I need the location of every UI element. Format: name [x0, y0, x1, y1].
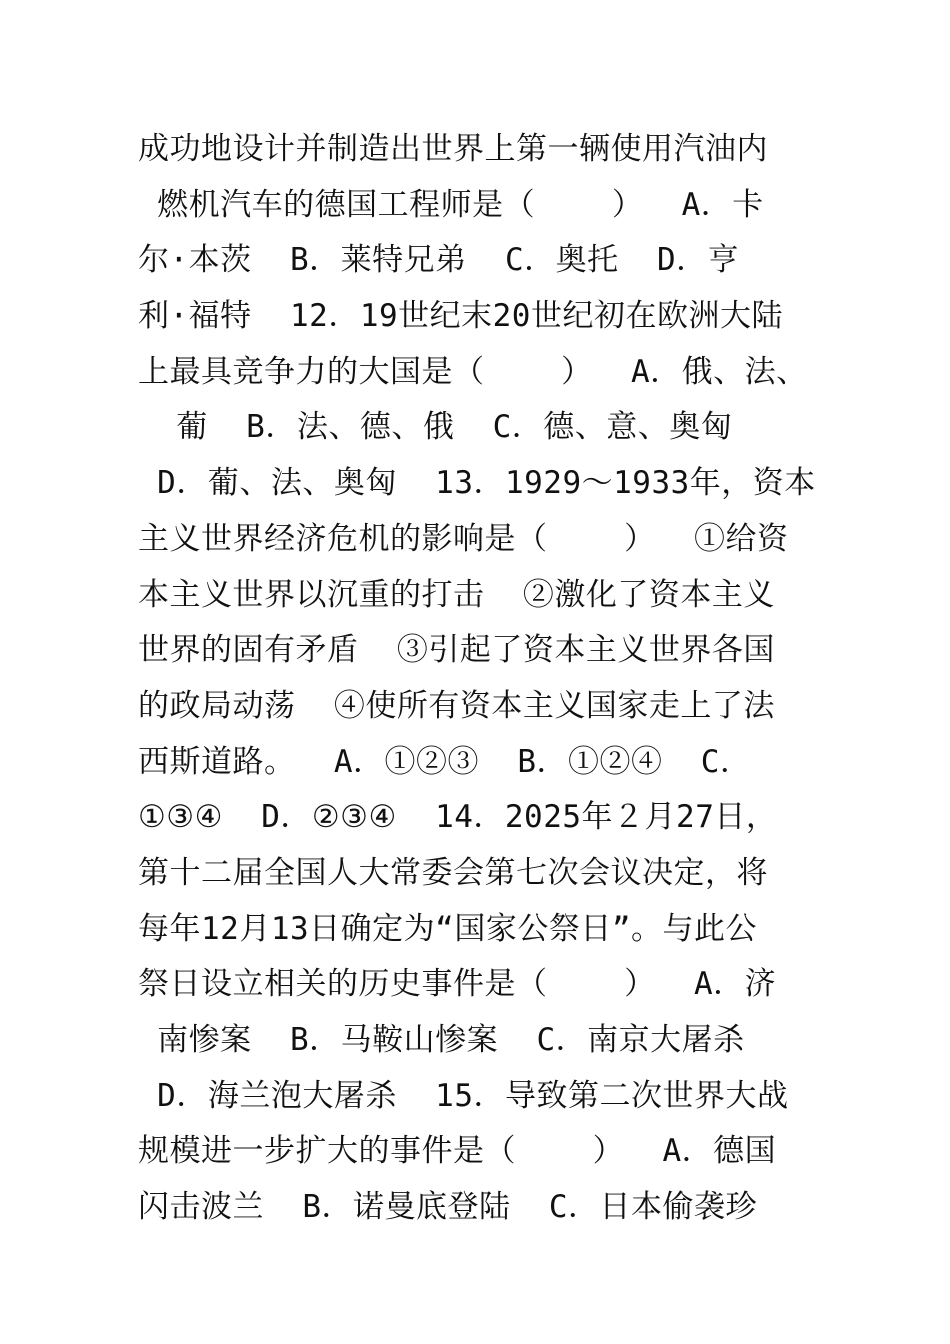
text-line: 闪击波兰 B．诺曼底登陆 C．日本偷袭珍 — [138, 1189, 757, 1226]
text-line: 第十二届全国人大常委会第七次会议决定，将 — [138, 854, 768, 891]
text-line: 成功地设计并制造出世界上第一辆使用汽油内 — [138, 131, 768, 167]
text-line: 世界的固有矛盾 ③引起了资本主义世界各国 — [138, 632, 775, 669]
text-line: 的政局动荡 ④使所有资本主义国家走上了法 — [138, 687, 775, 724]
text-line: 燃机汽车的德国工程师是（ ） A．卡 — [138, 186, 764, 223]
text-line: 利·福特 12．19世纪末20世纪初在欧洲大陆 — [138, 298, 783, 335]
text-line: 上最具竞争力的大国是（ ） A．俄、法、 — [138, 353, 808, 390]
question-text-block — [138, 122, 858, 1236]
text-line: 葡 B．法、德、俄 C．德、意、奥匈 — [138, 409, 733, 446]
text-line: 南惨案 B．马鞍山惨案 C．南京大屠杀 — [138, 1022, 745, 1058]
text-line: 主义世界经济危机的影响是（ ） ①给资 — [138, 520, 789, 557]
text-line: 祭日设立相关的历史事件是（ ） A．济 — [138, 966, 777, 1003]
text-line: ①③④ D．②③④ 14．2025年２月27日， — [138, 799, 778, 836]
text-line: 每年12月13日确定为“国家公祭日”。与此公 — [138, 910, 757, 947]
text-line: 西斯道路。 A．①②③ B．①②④ C． — [138, 743, 752, 780]
text-line: 本主义世界以沉重的打击 ②激化了资本主义 — [138, 576, 775, 613]
text-line: 规模进一步扩大的事件是（ ） A．德国 — [138, 1133, 777, 1170]
text-line: D．葡、法、奥匈 13．1929～1933年，资本 — [138, 465, 816, 502]
text-line: D．海兰泡大屠杀 15．导致第二次世界大战 — [138, 1077, 789, 1114]
text-line: 尔·本茨 B．莱特兄弟 C．奥托 D．亨 — [138, 242, 740, 279]
